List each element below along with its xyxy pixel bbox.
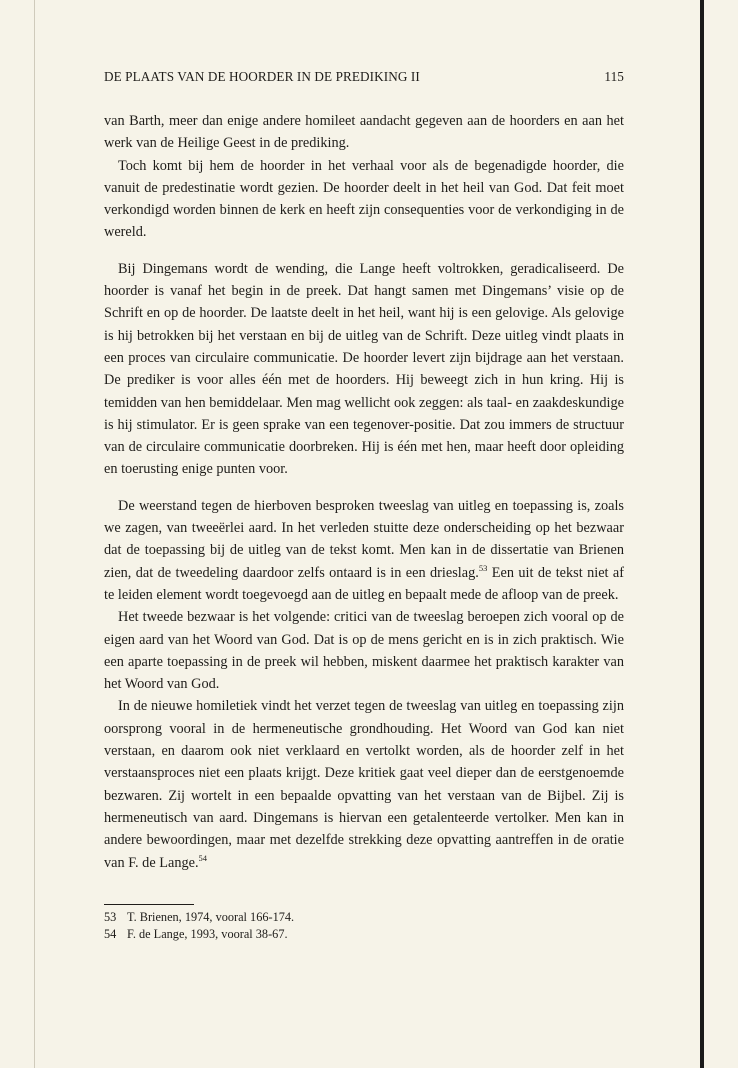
paragraph	[104, 495, 624, 606]
paragraph: Toch komt bij hem de hoorder in het verhaal voor als de begenadigde hoorder, die vanuit de predestinatie wordt gezien. De hoorder deelt in het heil van God. Dat feit moet verkondigd worden binnen de kerk en heeft zijn consequenties voor de verkondiging in de wereld.	[104, 157, 624, 241]
page-number: 115	[604, 69, 624, 84]
scan-edge-left	[34, 0, 35, 1068]
running-title: DE PLAATS VAN DE HOORDER IN DE PREDIKING II	[104, 69, 420, 84]
footnote-rule	[104, 904, 194, 905]
footnote-text: T. Brienen, 1974, vooral 166-174.	[127, 910, 295, 924]
paragraph: van Barth, meer dan enige andere homileet aandacht gegeven aan de hoorders en aan het werk van de Heilige Geest in de prediking.	[104, 113, 624, 152]
paragraph	[104, 695, 624, 873]
footnotes	[104, 909, 624, 943]
footnote-number: 54	[104, 927, 117, 941]
paragraph: Het tweede bezwaar is het volgende: critici van de tweeslag beroepen zich vooral op de eigen aard van het Woord van God. Dat is op de mens gericht en is in zich praktisch. Wie een aparte toepassing in de preek wil hebben, miskent daarmee het praktisch karakter van het Woord van God.	[104, 609, 624, 693]
footnote-text: F. de Lange, 1993, vooral 38-67.	[127, 927, 288, 941]
paragraph-text: Een uit de tekst niet af te leiden element wordt toegevoegd aan de uitleg en bepaalt mede de afloop van de preek.	[104, 564, 624, 603]
footnote-ref: 54	[198, 852, 208, 863]
paragraph-text: De weerstand tegen de hierboven besproken tweeslag van uitleg en toepassing is, zoals we zagen, van tweeërlei aard. In het verleden stuitte deze onderscheiding op het bezwaar dat de toepassing bij de uitleg van de tekst komt. Men kan in de dissertatie van Brienen zien, dat de tweedeling daardoor zelfs ontaard is in een drieslag.	[104, 497, 624, 581]
scan-edge-right	[700, 0, 704, 1068]
footnote	[104, 926, 624, 943]
footnote	[104, 909, 624, 926]
body-text	[104, 110, 624, 874]
paragraph: Bij Dingemans wordt de wending, die Lange heeft voltrokken, geradicaliseerd. De hoorder is vanaf het begin in de preek. Dat hangt samen met Dingemans’ visie op de Schrift en op de hoorder. De laatste deelt in het heil, want hij is een gelovige. Als gelovige is hij betrokken bij het verstaan en bij de uitleg van de Schrift. Deze uitleg vindt plaats in een proces van circulaire communicatie. De hoorder levert zijn bijdrage aan het verstaan. De prediker is voor alles één met de hoorders. Hij beweegt zich in hun kring. Hij is temidden van hen bemiddelaar. Men mag wellicht ook zeggen: als taal- en zaakdeskundige is hij stimulator. Er is geen sprake van een tegenover-positie. Dat zou immers de structuur van de circulaire communicatie doorbreken. Hij is één met hen, maar heeft door opleiding en toerusting enige punten voor.	[104, 260, 624, 478]
footnote-number: 53	[104, 910, 117, 924]
footnote-ref: 53	[478, 562, 488, 573]
paragraph-text: In de nieuwe homiletiek vindt het verzet tegen de tweeslag van uitleg en toepassing zijn oorsprong vooral in de hermeneutische grondhouding. Het Woord van God kan niet verstaan, en daarom ook niet verklaard en vertolkt worden, als de hoorder zelf in het verstaansproces niet een plaats krijgt. Deze kritiek gaat veel dieper dan de eerstgenoemde bezwaren. Zij wortelt in een bepaalde opvatting van het verstaan van de Bijbel. Zij is hermeneutisch van aard. Dingemans is hiervan een getalenteerde vertolker. Men kan in andere bewoordingen, maar met dezelfde strekking deze opvatting aantreffen in de oratie van F. de Lange.	[104, 698, 624, 871]
